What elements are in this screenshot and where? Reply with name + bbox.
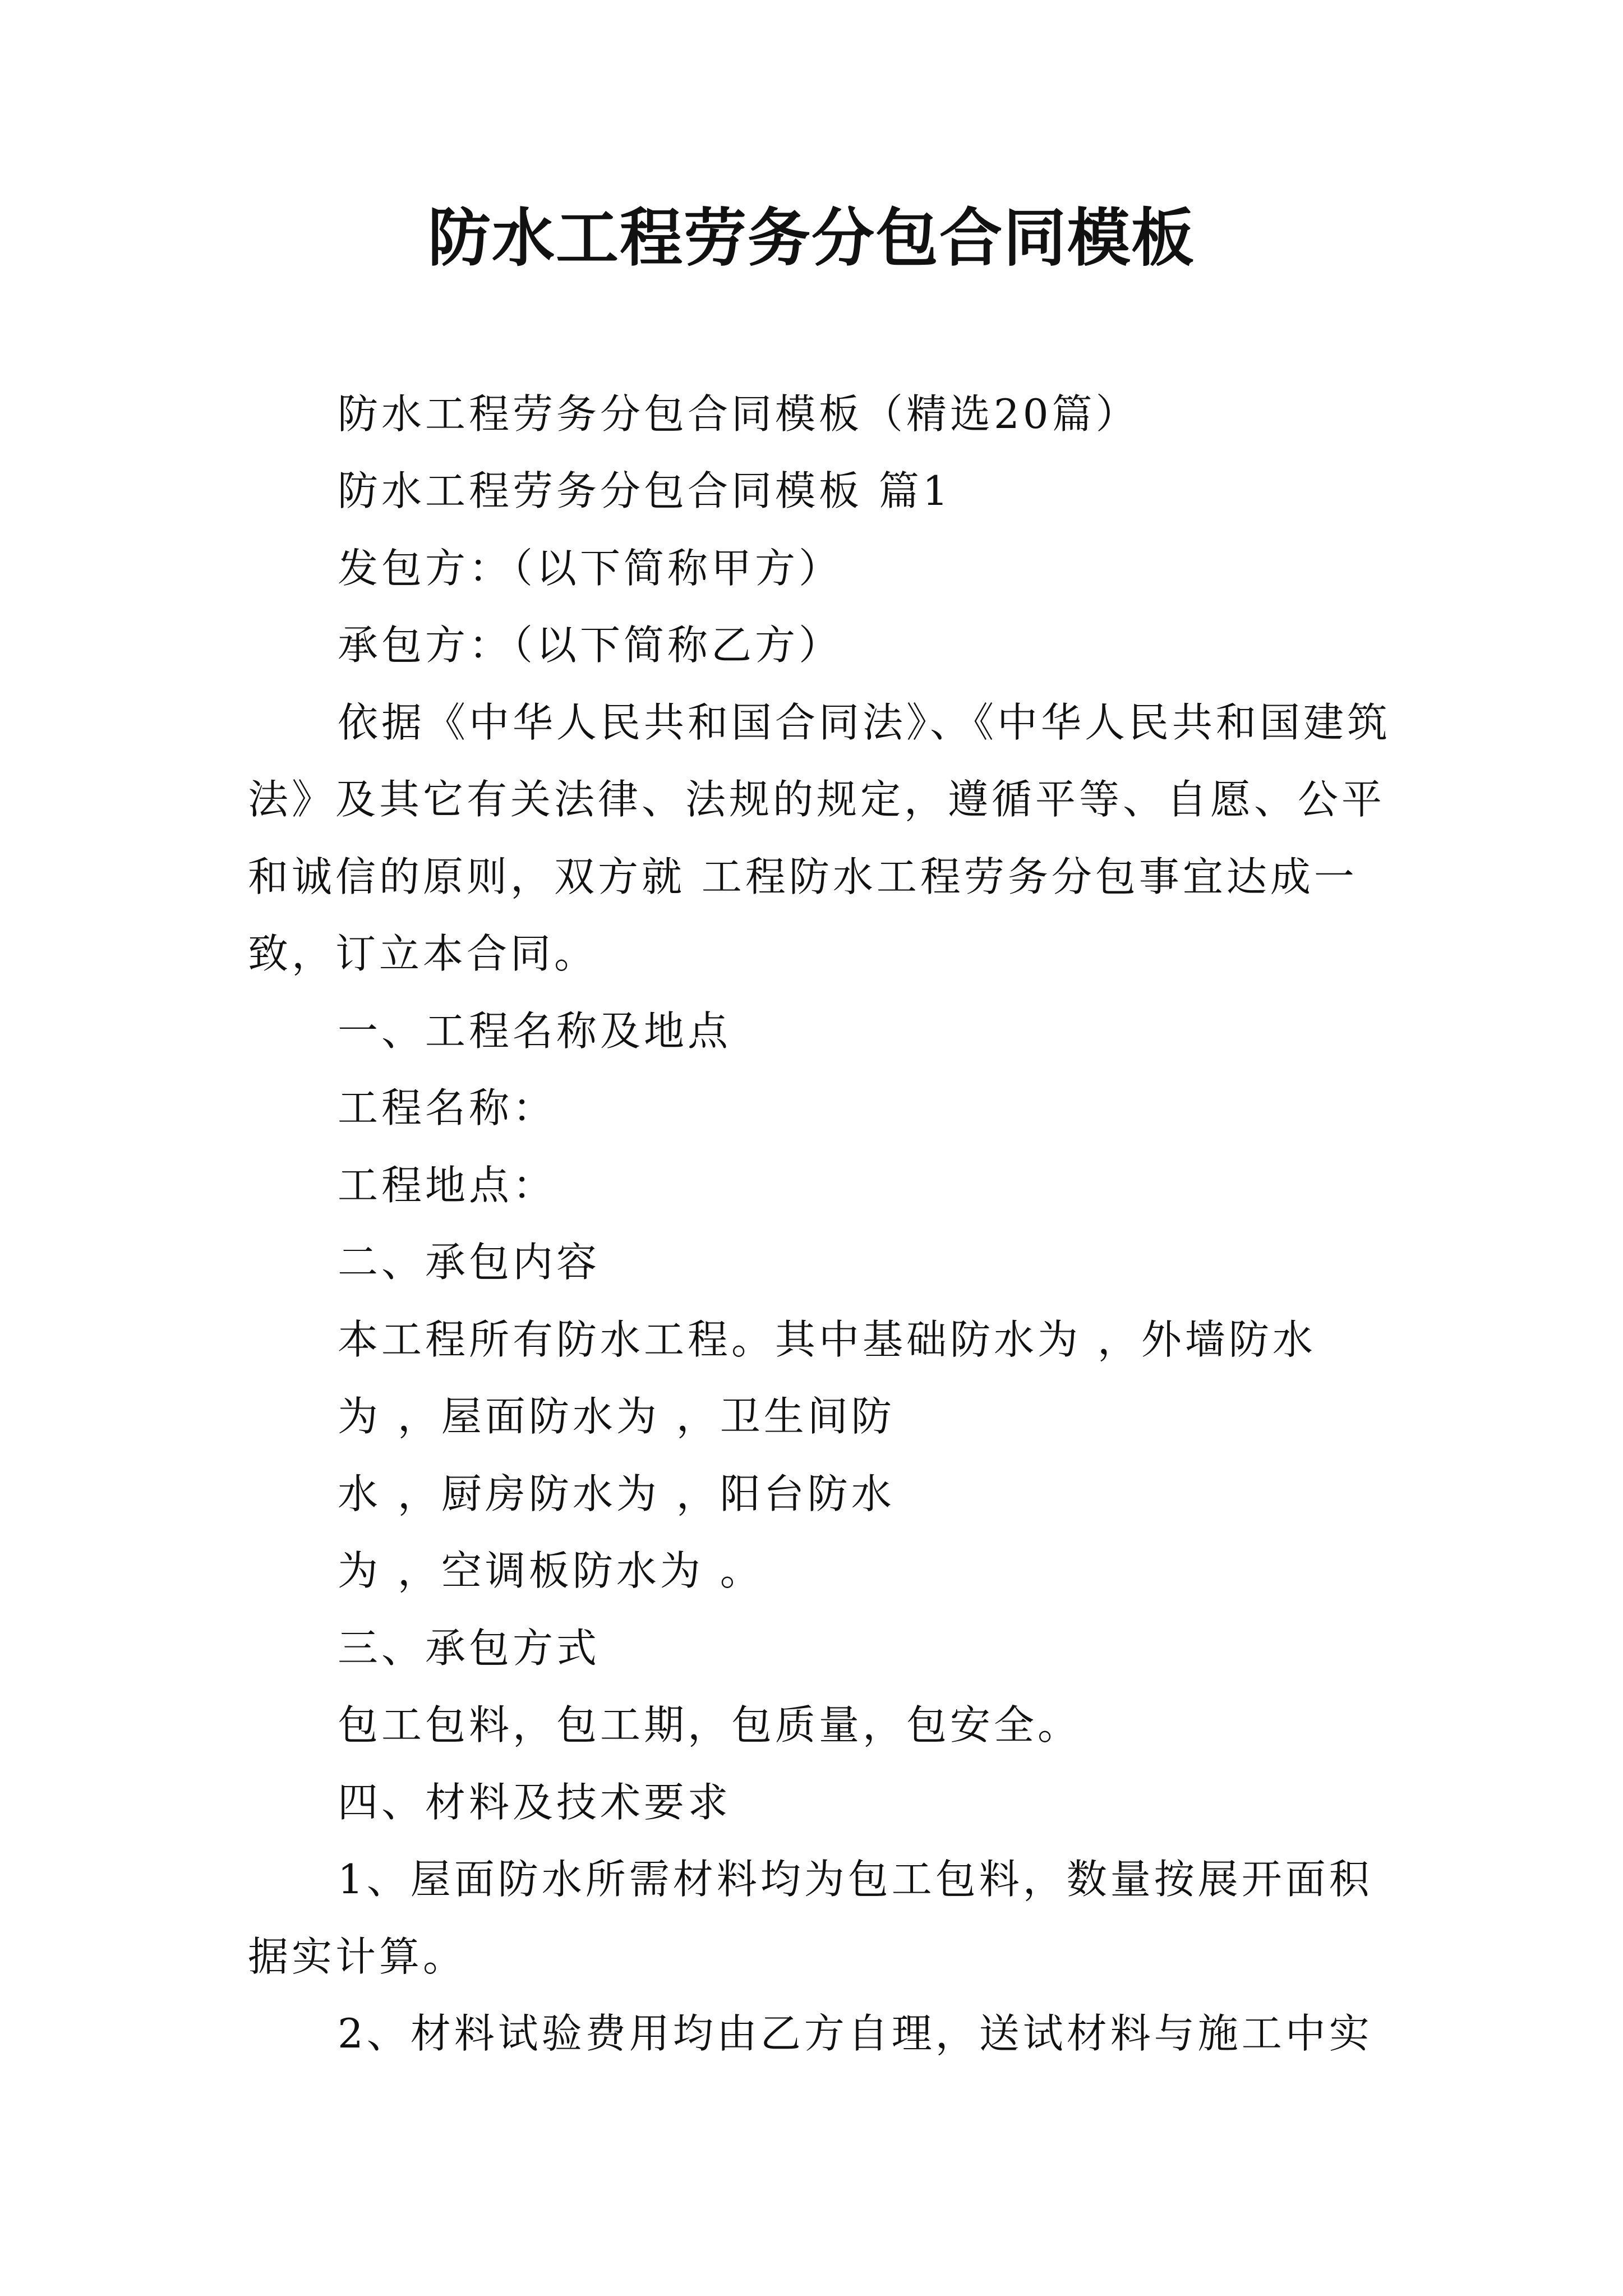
paragraph-line: 据实计算。: [248, 1933, 467, 1980]
field-line: 工程名称：: [338, 1084, 557, 1131]
paragraph-line: 法》及其它有关法律、法规的规定，遵循平等、自愿、公平: [248, 776, 1386, 823]
paragraph-line: 包工包料，包工期，包质量，包安全。: [338, 1701, 1082, 1749]
paragraph-line: 1、屋面防水所需材料均为包工包料，数量按展开面积: [338, 1856, 1373, 1903]
paragraph-line: 2、材料试验费用均由乙方自理，送试材料与施工中实: [338, 2010, 1373, 2057]
section-heading: 防水工程劳务分包合同模板 篇1: [338, 467, 952, 514]
subtitle-line: 防水工程劳务分包合同模板（精选20篇）: [338, 390, 1140, 438]
party-a-line: 发包方：（以下简称甲方）: [338, 545, 843, 592]
paragraph-line: 水 ，厨房防水为 ，阳台防水: [338, 1470, 895, 1517]
party-b-line: 承包方：（以下简称乙方）: [338, 622, 843, 669]
section-heading: 一、工程名称及地点: [338, 1007, 732, 1055]
paragraph-line: 和诚信的原则，双方就 工程防水工程劳务分包事宜达成一: [248, 853, 1358, 900]
document-title: 防水工程劳务分包合同模板: [428, 201, 1195, 275]
section-heading: 二、承包内容: [338, 1239, 601, 1286]
section-heading: 四、材料及技术要求: [338, 1779, 732, 1826]
paragraph-line: 本工程所有防水工程。其中基础防水为 ，外墙防水: [338, 1316, 1316, 1363]
paragraph-line: 为 ，屋面防水为 ，卫生间防: [338, 1393, 895, 1440]
section-heading: 三、承包方式: [338, 1625, 601, 1672]
paragraph-line: 为 ，空调板防水为 。: [338, 1547, 764, 1594]
field-line: 工程地点：: [338, 1162, 557, 1209]
paragraph-line: 依据《中华人民共和国合同法》、《中华人民共和国建筑: [338, 699, 1391, 746]
paragraph-line: 致，订立本合同。: [248, 930, 598, 977]
